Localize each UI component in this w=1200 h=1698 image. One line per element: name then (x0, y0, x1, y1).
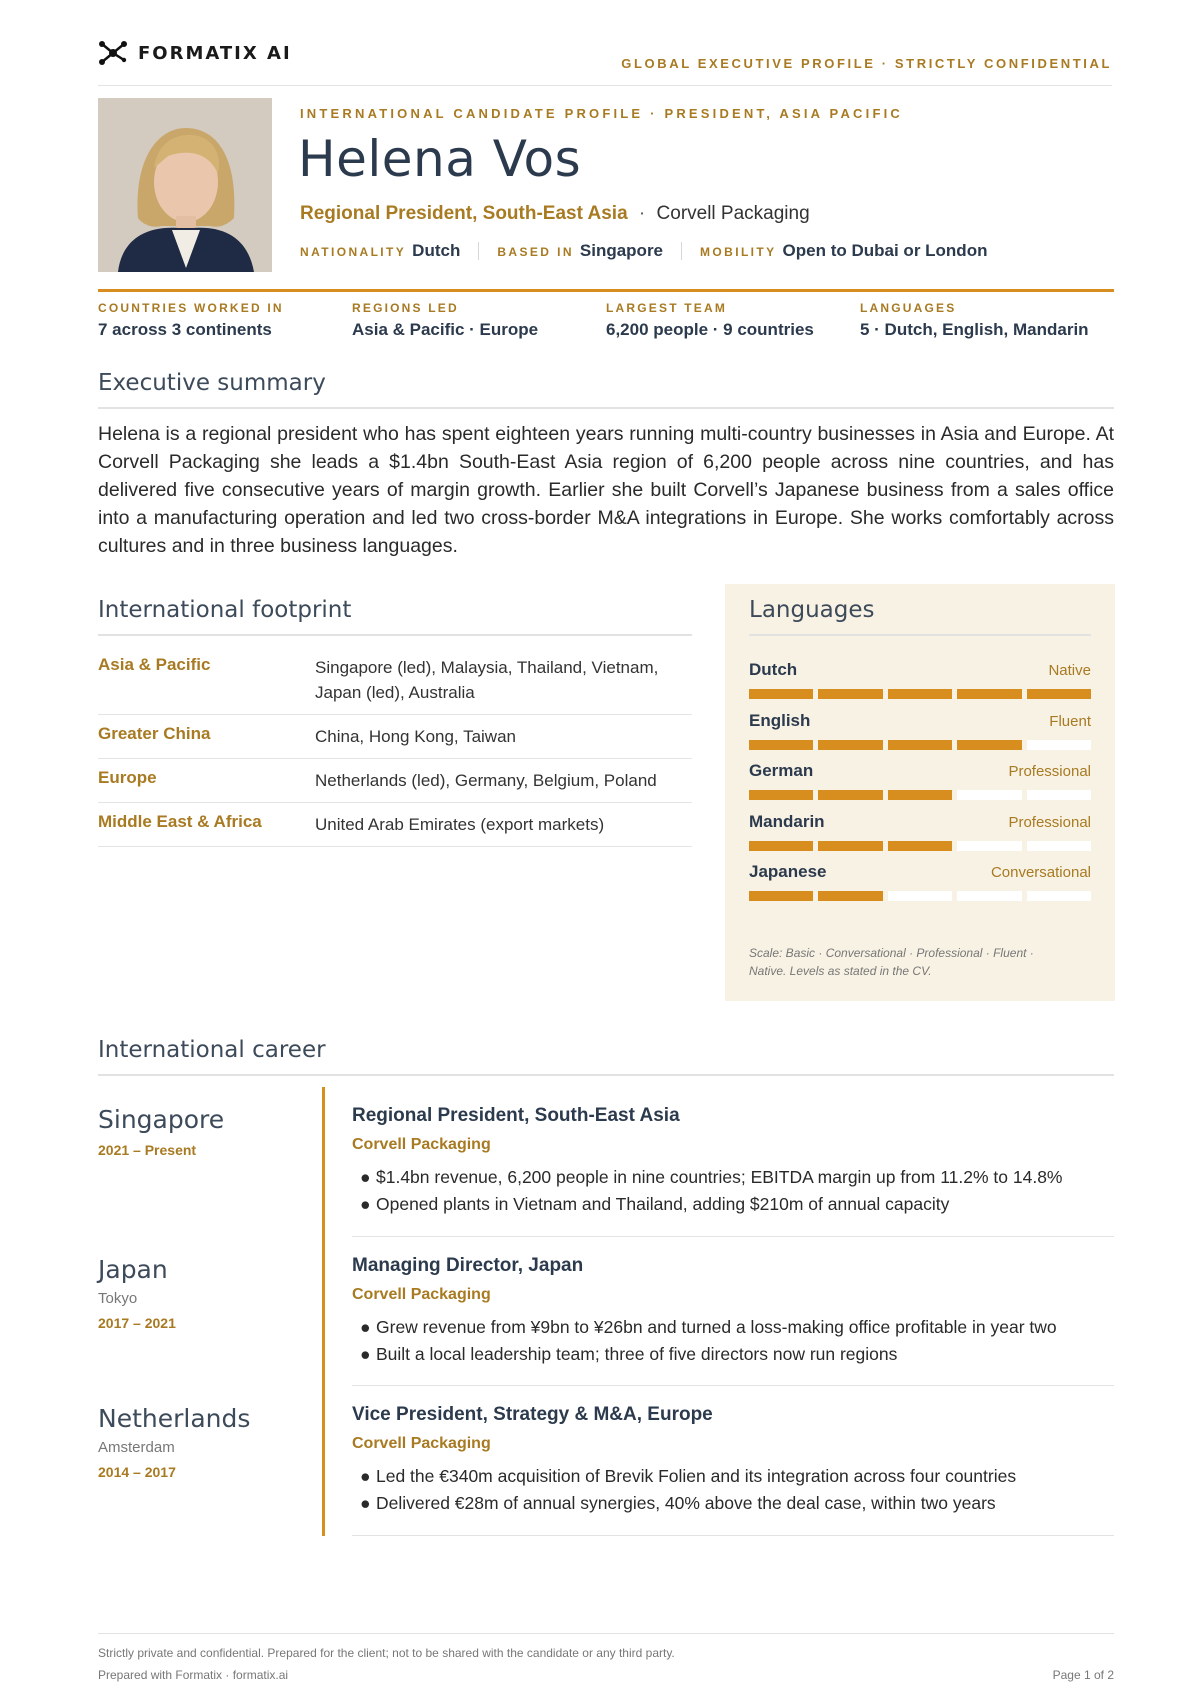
footprint-divider (98, 634, 692, 636)
level-segment-filled (749, 689, 813, 699)
meta-divider (478, 242, 479, 260)
table-row (98, 759, 692, 803)
job-title: Regional President, South-East Asia (352, 1105, 680, 1126)
language-level-bar (749, 689, 1091, 699)
level-segment-filled (1027, 689, 1091, 699)
logo-mark-icon (98, 40, 128, 66)
candidate-role: Regional President, South-East Asia (300, 203, 628, 224)
bullet-icon: ● (360, 1316, 371, 1337)
candidate-photo (98, 98, 272, 272)
candidate-name: Helena Vos (298, 130, 582, 188)
title-separator: · (638, 203, 646, 224)
languages-list (749, 660, 1091, 913)
level-segment-filled (957, 689, 1021, 699)
language-name: German (749, 761, 814, 780)
job-country: Singapore (98, 1105, 225, 1134)
language-item (749, 862, 1091, 913)
language-level-bar (749, 841, 1091, 851)
level-segment-empty (1027, 891, 1091, 901)
region-name: Middle East & Africa (98, 812, 262, 831)
table-row (98, 646, 692, 715)
career-timeline (98, 1087, 1114, 1536)
list-item (352, 1341, 1114, 1368)
job-title: Managing Director, Japan (352, 1254, 584, 1276)
bullet-icon: ● (360, 1343, 371, 1364)
stat-label: LARGEST TEAM (606, 301, 728, 315)
mobility-value: Open to Dubai or London (782, 241, 988, 260)
level-segment-empty (1027, 740, 1091, 750)
list-item (352, 1490, 1114, 1517)
language-level: Professional (1008, 763, 1091, 780)
bullet-text: Opened plants in Vietnam and Thailand, adding $210m of annual capacity (376, 1194, 950, 1214)
footer-disclaimer: Strictly private and confidential. Prepared for the client; not to be shared with the candidate or any third party. (98, 1646, 675, 1660)
confidential-label: GLOBAL EXECUTIVE PROFILE · STRICTLY CONFIDENTIAL (621, 56, 1112, 71)
job-city: Tokyo (98, 1289, 138, 1307)
level-segment-filled (749, 740, 813, 750)
bullet-text: $1.4bn revenue, 6,200 people in nine countries; EBITDA margin up from 11.2% to 14.8% (376, 1167, 1063, 1187)
bullet-icon: ● (360, 1466, 371, 1486)
page-footer (98, 1633, 1114, 1682)
language-item (749, 711, 1091, 762)
meta-divider (681, 242, 682, 260)
summary-divider (98, 407, 1114, 409)
stat-label: COUNTRIES WORKED IN (98, 301, 284, 315)
language-name: Mandarin (749, 811, 825, 831)
language-item (749, 660, 1091, 711)
job-company: Corvell Packaging (352, 1285, 491, 1303)
nationality-label: NATIONALITY (300, 245, 407, 259)
list-item (352, 1463, 1114, 1490)
level-segment-filled (888, 689, 952, 699)
career-entry (98, 1237, 1114, 1387)
job-details (352, 1404, 1114, 1536)
key-stats (98, 289, 1114, 340)
job-city: Amsterdam (98, 1439, 175, 1456)
level-segment-filled (749, 891, 813, 901)
language-level-bar (749, 740, 1091, 750)
level-segment-empty (1027, 841, 1091, 851)
region-countries: China, Hong Kong, Taiwan (315, 727, 516, 746)
language-level: Professional (1008, 813, 1091, 831)
footprint-heading: International footprint (98, 597, 352, 623)
profile-eyebrow: INTERNATIONAL CANDIDATE PROFILE · PRESIDENT, ASIA PACIFIC (300, 106, 903, 121)
job-country: Netherlands (98, 1404, 251, 1433)
languages-heading: Languages (749, 597, 875, 623)
level-segment-filled (888, 740, 952, 750)
level-segment-empty (1027, 790, 1091, 800)
job-company: Corvell Packaging (352, 1435, 491, 1452)
candidate-title-line (300, 203, 810, 225)
career-entry (98, 1386, 1114, 1536)
job-company: Corvell Packaging (352, 1136, 491, 1153)
based-in-value: Singapore (579, 241, 664, 260)
job-details (352, 1255, 1114, 1387)
career-entry (98, 1087, 1114, 1237)
level-segment-filled (818, 891, 882, 901)
stat-countries (98, 292, 352, 340)
bullet-text: Led the €340m acquisition of Brevik Folien and its integration across four countries (376, 1466, 1017, 1486)
summary-text: Helena is a regional president who has spent eighteen years running multi-country businesses in Asia and Europe. At Corvell Packaging she leads a $1.4bn South-East Asia region of 6,200 people across nine countries, and has delivered five consecutive years of margin growth. Earlier she built Corvell’s Japanese business from a sales office into a manufacturing operation and led two cross-border M&A integrations in Europe. She works comfortably across cultures and in three business languages. (98, 423, 1114, 557)
bullet-text: Grew revenue from ¥9bn to ¥26bn and turned a loss-making office profitable in year two (376, 1316, 1057, 1337)
language-level-bar (749, 790, 1091, 800)
language-item (749, 761, 1091, 812)
table-row (98, 803, 692, 847)
language-name: Dutch (749, 660, 798, 679)
languages-panel (725, 584, 1115, 1001)
stat-regions (352, 292, 606, 340)
level-segment-filled (888, 841, 952, 851)
language-item (749, 812, 1091, 863)
bullet-text: Built a local leadership team; three of five directors now run regions (376, 1343, 898, 1364)
job-bullets (352, 1164, 1114, 1218)
languages-note: Scale: Basic · Conversational · Professional · Fluent · Native. Levels as stated in the CV. (749, 946, 1034, 978)
list-item (352, 1164, 1114, 1191)
bullet-icon: ● (360, 1167, 371, 1187)
stat-label: LANGUAGES (860, 301, 957, 315)
job-location (98, 1255, 176, 1331)
stat-team (606, 292, 860, 340)
language-level-bar (749, 891, 1091, 901)
language-level: Fluent (1049, 712, 1091, 730)
footer-prepared: Prepared with Formatix · formatix.ai (98, 1668, 289, 1682)
level-segment-filled (818, 689, 882, 699)
list-item (352, 1314, 1114, 1341)
region-countries: Netherlands (led), Germany, Belgium, Poland (315, 771, 657, 790)
bullet-text: Delivered €28m of annual synergies, 40% above the deal case, within two years (376, 1493, 996, 1513)
level-segment-filled (818, 841, 882, 851)
job-location (98, 1404, 250, 1480)
language-level: Conversational (990, 864, 1091, 881)
stat-label: REGIONS LED (352, 301, 459, 315)
list-item (352, 1191, 1114, 1218)
career-divider (98, 1074, 1114, 1076)
based-in-label: BASED IN (497, 245, 574, 259)
level-segment-empty (957, 790, 1021, 800)
level-segment-filled (818, 790, 882, 800)
career-heading: International career (98, 1037, 326, 1063)
stat-value: 7 across 3 continents (98, 320, 272, 339)
region-name: Asia & Pacific (98, 655, 211, 674)
stat-value: Asia & Pacific · Europe (352, 320, 539, 339)
level-segment-filled (749, 790, 813, 800)
level-segment-filled (818, 740, 882, 750)
job-location (98, 1105, 224, 1158)
stat-languages (860, 292, 1114, 340)
level-segment-empty (888, 891, 952, 901)
region-countries: United Arab Emirates (export markets) (315, 815, 605, 834)
page-number: Page 1 of 2 (1052, 1668, 1114, 1682)
mobility-label: MOBILITY (700, 245, 777, 259)
job-dates: 2021 – Present (98, 1142, 197, 1158)
job-title: Vice President, Strategy & M&A, Europe (352, 1404, 713, 1425)
bullet-icon: ● (360, 1194, 371, 1214)
stat-value: 5 · Dutch, English, Mandarin (860, 320, 1089, 339)
language-name: English (749, 710, 811, 730)
page-header (98, 38, 1112, 86)
logo-text: FORMATIX AI (138, 42, 292, 64)
language-level: Native (1048, 662, 1091, 679)
table-row (98, 715, 692, 759)
job-dates: 2014 – 2017 (98, 1464, 176, 1480)
level-segment-filled (749, 841, 813, 851)
job-country: Japan (98, 1254, 168, 1284)
region-countries: Singapore (led), Malaysia, Thailand, Vietnam, Japan (led), Australia (315, 658, 659, 702)
region-name: Europe (98, 768, 157, 787)
logo (98, 40, 292, 66)
summary-heading: Executive summary (98, 370, 326, 396)
candidate-company: Corvell Packaging (656, 203, 810, 224)
level-segment-filled (957, 740, 1021, 750)
job-dates: 2017 – 2021 (98, 1314, 176, 1331)
job-bullets (352, 1463, 1114, 1517)
stat-value: 6,200 people · 9 countries (606, 320, 814, 339)
level-segment-empty (957, 841, 1021, 851)
bullet-icon: ● (360, 1493, 371, 1513)
region-name: Greater China (98, 724, 211, 743)
language-name: Japanese (749, 862, 827, 881)
level-segment-empty (957, 891, 1021, 901)
languages-divider (749, 634, 1091, 636)
job-bullets (352, 1314, 1114, 1368)
job-details (352, 1105, 1114, 1237)
candidate-meta (300, 241, 987, 261)
footprint-table (98, 646, 692, 847)
level-segment-filled (888, 790, 952, 800)
nationality-value: Dutch (412, 241, 461, 260)
